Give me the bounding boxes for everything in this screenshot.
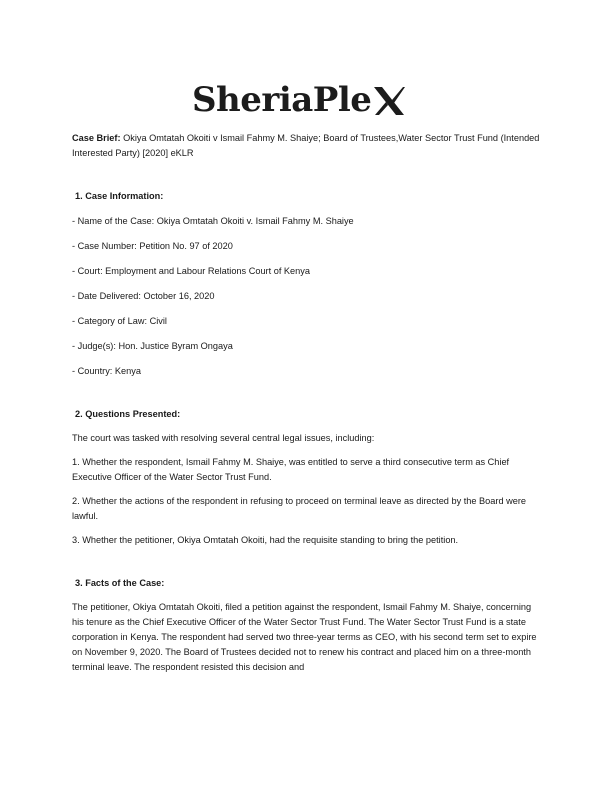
case-brief-text: Okiya Omtatah Okoiti v Ismail Fahmy M. Shaiye; Board of Trustees,Water Sector Trust Fund (Intended Interested Party) [2020] eKLR xyxy=(72,133,540,158)
section-title-case-information: 1. Case Information: xyxy=(75,191,164,201)
section-title-questions-presented: 2. Questions Presented: xyxy=(75,409,181,419)
logo-text: SheriaPle xyxy=(192,80,372,120)
section-title-facts-of-the-case: 3. Facts of the Case: xyxy=(75,578,165,588)
info-court: - Court: Employment and Labour Relations Court of Kenya xyxy=(72,266,310,276)
info-date-delivered: - Date Delivered: October 16, 2020 xyxy=(72,291,215,301)
info-country: - Country: Kenya xyxy=(72,366,141,376)
question-item-1: 1. Whether the respondent, Ismail Fahmy M. Shaiye, was entitled to serve a third consecutive term as Chief Executive Officer of the Water Sector Trust Fund. xyxy=(72,457,510,482)
questions-intro: The court was tasked with resolving several central legal issues, including: xyxy=(72,433,375,443)
case-brief-label: Case Brief: xyxy=(72,133,121,143)
info-category-of-law: - Category of Law: Civil xyxy=(72,316,167,326)
info-case-name: - Name of the Case: Okiya Omtatah Okoiti v. Ismail Fahmy M. Shaiye xyxy=(72,216,354,226)
document-body xyxy=(72,131,542,675)
question-item-2: 2. Whether the actions of the respondent in refusing to proceed on terminal leave as directed by the Board were lawful. xyxy=(72,496,527,521)
x-logo-icon xyxy=(372,84,406,118)
info-case-number: - Case Number: Petition No. 97 of 2020 xyxy=(72,241,233,251)
info-judges: - Judge(s): Hon. Justice Byram Ongaya xyxy=(72,341,233,351)
case-brief xyxy=(72,131,542,161)
sheriaplex-logo xyxy=(192,78,422,122)
facts-paragraph: The petitioner, Okiya Omtatah Okoiti, filed a petition against the respondent, Ismail Fahmy M. Shaiye, concerning his tenure as the Chief Executive Officer of the Water Sector Trust Fund. The Water Sector Trust Fund is a state corporation in Kenya. The respondent had served two three-year terms as CEO, with his second term set to expire on November 9, 2020. The Board of Trustees decided not to renew his contract and placed him on a three-month terminal leave. The respondent resisted this decision and xyxy=(72,602,537,672)
question-item-3: 3. Whether the petitioner, Okiya Omtatah Okoiti, had the requisite standing to bring the petition. xyxy=(72,535,459,545)
